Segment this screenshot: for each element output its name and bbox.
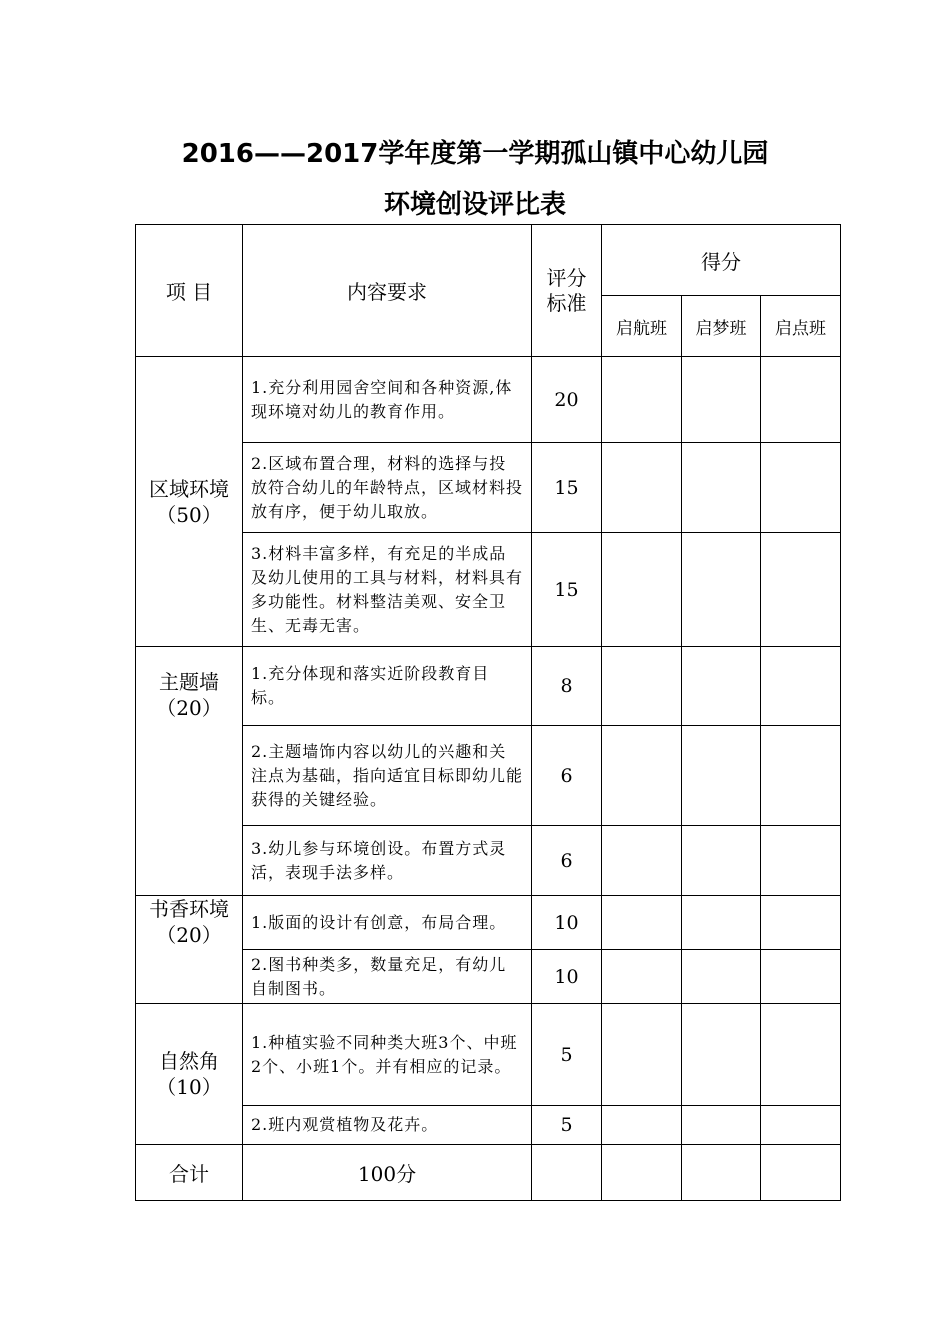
header-content: 内容要求 — [243, 225, 532, 357]
score-cell[interactable] — [761, 950, 841, 1004]
category-points: （50） — [156, 502, 222, 527]
criteria-text: 2.图书种类多，数量充足，有幼儿自制图书。 — [243, 950, 532, 1004]
score-cell[interactable] — [682, 443, 761, 533]
criteria-text: 1.充分利用园舍空间和各种资源,体现环境对幼儿的教育作用。 — [243, 357, 532, 443]
header-score: 得分 — [602, 225, 841, 296]
criteria-standard: 10 — [532, 896, 602, 950]
total-label: 合计 — [136, 1145, 243, 1201]
score-cell[interactable] — [602, 1145, 682, 1201]
criteria-standard: 8 — [532, 647, 602, 726]
score-cell[interactable] — [761, 896, 841, 950]
category-area-environment — [136, 357, 243, 647]
score-cell[interactable] — [602, 826, 682, 896]
score-cell[interactable] — [682, 1106, 761, 1145]
score-cell[interactable] — [682, 896, 761, 950]
criteria-standard: 5 — [532, 1004, 602, 1106]
header-class-qihang: 启航班 — [602, 296, 682, 357]
score-cell[interactable] — [761, 533, 841, 647]
category-name: 书香环境 — [149, 897, 229, 921]
criteria-text: 2.主题墙饰内容以幼儿的兴趣和关注点为基础，指向适宜目标即幼儿能获得的关键经验。 — [243, 726, 532, 826]
header-class-qidian: 启点班 — [761, 296, 841, 357]
score-cell[interactable] — [682, 533, 761, 647]
criteria-text: 3.材料丰富多样，有充足的半成品及幼儿使用的工具与材料，材料具有多功能性。材料整洁美观、安全卫生、无毒无害。 — [243, 533, 532, 647]
evaluation-table — [135, 224, 841, 1201]
score-cell[interactable] — [602, 726, 682, 826]
score-cell[interactable] — [602, 647, 682, 726]
score-cell[interactable] — [602, 1004, 682, 1106]
score-cell[interactable] — [761, 1004, 841, 1106]
document-title: 2016——2017学年度第一学期孤山镇中心幼儿园 — [181, 139, 769, 169]
criteria-standard: 15 — [532, 443, 602, 533]
score-cell[interactable] — [682, 826, 761, 896]
score-cell[interactable] — [761, 443, 841, 533]
criteria-standard: 6 — [532, 826, 602, 896]
criteria-standard: 6 — [532, 726, 602, 826]
score-cell[interactable] — [761, 826, 841, 896]
score-cell[interactable] — [682, 950, 761, 1004]
score-cell[interactable] — [761, 647, 841, 726]
score-cell[interactable] — [682, 647, 761, 726]
criteria-standard: 5 — [532, 1106, 602, 1145]
header-standard — [532, 225, 602, 357]
criteria-text: 3.幼儿参与环境创设。布置方式灵活，表现手法多样。 — [243, 826, 532, 896]
score-cell[interactable] — [761, 726, 841, 826]
criteria-text: 2.班内观赏植物及花卉。 — [243, 1106, 532, 1145]
score-cell[interactable] — [682, 1004, 761, 1106]
score-cell[interactable] — [602, 533, 682, 647]
header-item: 项 目 — [136, 225, 243, 357]
criteria-text: 1.充分体现和落实近阶段教育目标。 — [243, 647, 532, 726]
category-points: （20） — [156, 696, 222, 720]
score-cell[interactable] — [682, 726, 761, 826]
category-points: （10） — [156, 1075, 222, 1099]
score-cell[interactable] — [682, 1145, 761, 1201]
category-name: 主题墙 — [159, 670, 219, 694]
category-theme-wall — [136, 647, 243, 896]
score-cell[interactable] — [761, 1106, 841, 1145]
total-value: 100分 — [243, 1145, 532, 1201]
header-standard-line1: 评分 — [546, 265, 587, 290]
header-class-qimeng: 启梦班 — [682, 296, 761, 357]
score-cell[interactable] — [602, 1106, 682, 1145]
document-subtitle: 环境创设评比表 — [383, 190, 566, 220]
criteria-text: 2.区域布置合理，材料的选择与投放符合幼儿的年龄特点，区域材料投放有序，便于幼儿取放。 — [243, 443, 532, 533]
score-cell[interactable] — [602, 896, 682, 950]
score-cell[interactable] — [761, 1145, 841, 1201]
score-cell[interactable] — [602, 443, 682, 533]
criteria-standard: 10 — [532, 950, 602, 1004]
category-name: 自然角 — [159, 1049, 219, 1073]
criteria-text: 1.版面的设计有创意，布局合理。 — [243, 896, 532, 950]
category-name: 区域环境 — [149, 476, 229, 501]
category-points: （20） — [156, 923, 222, 947]
score-cell[interactable] — [602, 950, 682, 1004]
total-standard-cell — [532, 1145, 602, 1201]
score-cell[interactable] — [761, 357, 841, 443]
category-book-environment — [136, 896, 243, 1004]
category-nature-corner — [136, 1004, 243, 1145]
score-cell[interactable] — [682, 357, 761, 443]
criteria-text: 1.种植实验不同种类大班3个、中班2个、小班1个。并有相应的记录。 — [243, 1004, 532, 1106]
criteria-standard: 15 — [532, 533, 602, 647]
criteria-standard: 20 — [532, 357, 602, 443]
header-standard-line2: 标准 — [546, 290, 587, 315]
score-cell[interactable] — [602, 357, 682, 443]
